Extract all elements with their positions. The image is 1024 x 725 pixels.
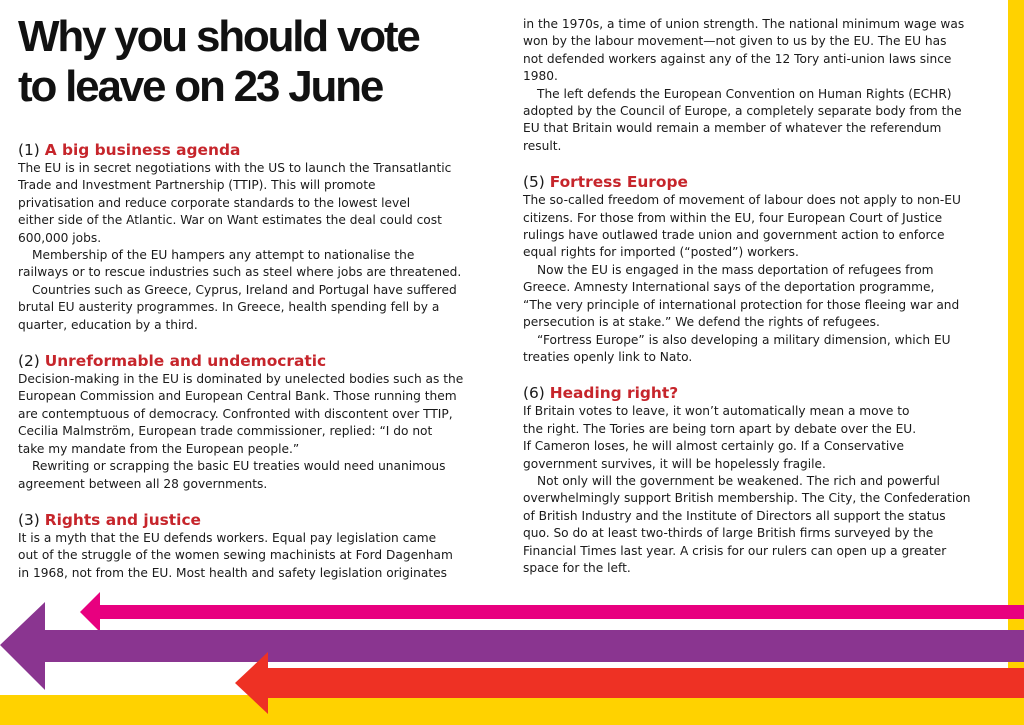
left-column	[18, 140, 490, 599]
title-line-2: to leave on 23 June	[18, 62, 383, 111]
text-line: citizens. For those from within the EU, four European Court of Justice	[523, 210, 943, 225]
section-number: (1)	[18, 141, 40, 159]
text-line: persecution is at stake.” We defend the rights of refugees.	[523, 315, 880, 330]
text-line: either side of the Atlantic. War on Want estimates the deal could cost	[18, 213, 442, 228]
text-line: overwhelmingly support British membership. The City, the Confederation	[523, 491, 971, 506]
text-line: Not only will the government be weakened. The rich and powerful	[537, 473, 940, 488]
text-line: of British Industry and the Institute of Directors all support the status	[523, 508, 946, 523]
body-paragraph	[523, 16, 995, 86]
body-paragraph	[18, 160, 490, 247]
body-paragraph	[523, 192, 995, 262]
section-number: (2)	[18, 352, 40, 371]
section-heading	[18, 510, 490, 530]
text-line: 1980.	[523, 69, 558, 84]
text-line: government survives, it will be hopelessly fragile.	[523, 456, 826, 471]
body-paragraph	[523, 473, 995, 577]
text-line: If Cameron loses, he will almost certainly go. If a Conservative	[523, 439, 904, 454]
title-line-1: Why you should vote	[18, 12, 419, 61]
text-line: railways or to rescue industries such as steel where jobs are threatened.	[18, 265, 462, 280]
text-line: The so-called freedom of movement of labour does not apply to non-EU	[523, 193, 961, 208]
text-line: quarter, education by a third.	[18, 317, 198, 332]
article-section	[18, 140, 490, 334]
text-line: It is a myth that the EU defends workers. Equal pay legislation came	[18, 530, 437, 545]
text-line: agreement between all 28 governments.	[18, 476, 268, 491]
right-column	[523, 16, 995, 594]
body-paragraph	[523, 403, 995, 473]
text-line: Membership of the EU hampers any attempt to nationalise the	[32, 248, 415, 263]
body-paragraph	[18, 458, 490, 493]
text-line: privatisation and reduce corporate standards to the lowest level	[18, 195, 411, 210]
text-line: are contemptuous of democracy. Confronted with discontent over TTIP,	[18, 406, 453, 421]
text-line: 600,000 jobs.	[18, 230, 102, 245]
section-number: (6)	[523, 384, 545, 403]
article-section	[523, 383, 995, 577]
section-number: (5)	[523, 173, 545, 192]
section-heading	[18, 140, 490, 160]
text-line: The left defends the European Convention on Human Rights (ECHR)	[537, 86, 952, 101]
text-line: Rewriting or scrapping the basic EU treaties would need unanimous	[32, 459, 446, 474]
text-line: adopted by the Council of Europe, a completely separate body from the	[523, 104, 962, 119]
section-title: A big business agenda	[44, 141, 241, 159]
text-line: Trade and Investment Partnership (TTIP). This will promote	[18, 178, 376, 193]
text-line: result.	[523, 138, 562, 153]
text-line: If Britain votes to leave, it won’t automatically mean a move to	[523, 404, 910, 419]
section-heading	[523, 383, 995, 403]
text-line: Cecilia Malmström, European trade commissioner, replied: “I do not	[18, 424, 433, 439]
text-line: The EU is in secret negotiations with the US to launch the Transatlantic	[18, 161, 452, 175]
text-line: Greece. Amnesty International says of the deportation programme,	[523, 280, 935, 295]
text-line: brutal EU austerity programmes. In Greece, health spending fell by a	[18, 300, 440, 315]
text-line: out of the struggle of the women sewing machinists at Ford Dagenham	[18, 548, 453, 563]
text-line: equal rights for imported (“posted”) workers.	[523, 245, 799, 260]
text-line: won by the labour movement—not given to us by the EU. The EU has	[523, 34, 947, 49]
section-title: Unreformable and undemocratic	[44, 352, 327, 371]
body-paragraph	[523, 262, 995, 332]
article-section	[523, 16, 995, 155]
article-section	[18, 510, 490, 582]
text-line: treaties openly link to Nato.	[523, 349, 693, 364]
text-line: the right. The Tories are being torn apart by debate over the EU.	[523, 421, 917, 436]
text-line: Decision-making in the EU is dominated by unelected bodies such as the	[18, 372, 464, 387]
section-heading	[18, 351, 490, 371]
section-title: Heading right?	[549, 384, 679, 403]
text-line: “The very principle of international protection for those fleeing war and	[523, 297, 960, 312]
section-title: Fortress Europe	[549, 173, 688, 192]
text-line: European Commission and European Central Bank. Those running them	[18, 389, 457, 404]
article-section	[18, 351, 490, 493]
text-line: “Fortress Europe” is also developing a military dimension, which EU	[537, 332, 951, 347]
text-line: rulings have outlawed trade union and government action to enforce	[523, 228, 945, 243]
text-line: EU that Britain would remain a member of whatever the referendum	[523, 121, 942, 136]
body-paragraph	[18, 371, 490, 458]
text-line: in the 1970s, a time of union strength. The national minimum wage was	[523, 17, 965, 31]
body-paragraph	[523, 332, 995, 367]
text-line: take my mandate from the European people.”	[18, 441, 300, 456]
text-line: Now the EU is engaged in the mass deportation of refugees from	[537, 262, 934, 277]
body-paragraph	[18, 247, 490, 282]
text-line: not defended workers against any of the 12 Tory anti-union laws since	[523, 51, 952, 66]
section-number: (3)	[18, 510, 40, 529]
body-paragraph	[18, 530, 490, 582]
text-line: in 1968, not from the EU. Most health and safety legislation originates	[18, 565, 447, 580]
body-paragraph	[523, 86, 995, 156]
page-title	[18, 12, 488, 112]
text-line: space for the left.	[523, 560, 631, 575]
article-section	[523, 172, 995, 366]
text-line: Financial Times last year. A crisis for our rulers can open up a greater	[523, 543, 947, 558]
section-title: Rights and justice	[44, 510, 201, 529]
text-line: Countries such as Greece, Cyprus, Ireland and Portugal have suffered	[32, 282, 457, 297]
section-heading	[523, 172, 995, 192]
text-line: quo. So do at least two-thirds of large British firms surveyed by the	[523, 526, 934, 541]
body-paragraph	[18, 282, 490, 334]
